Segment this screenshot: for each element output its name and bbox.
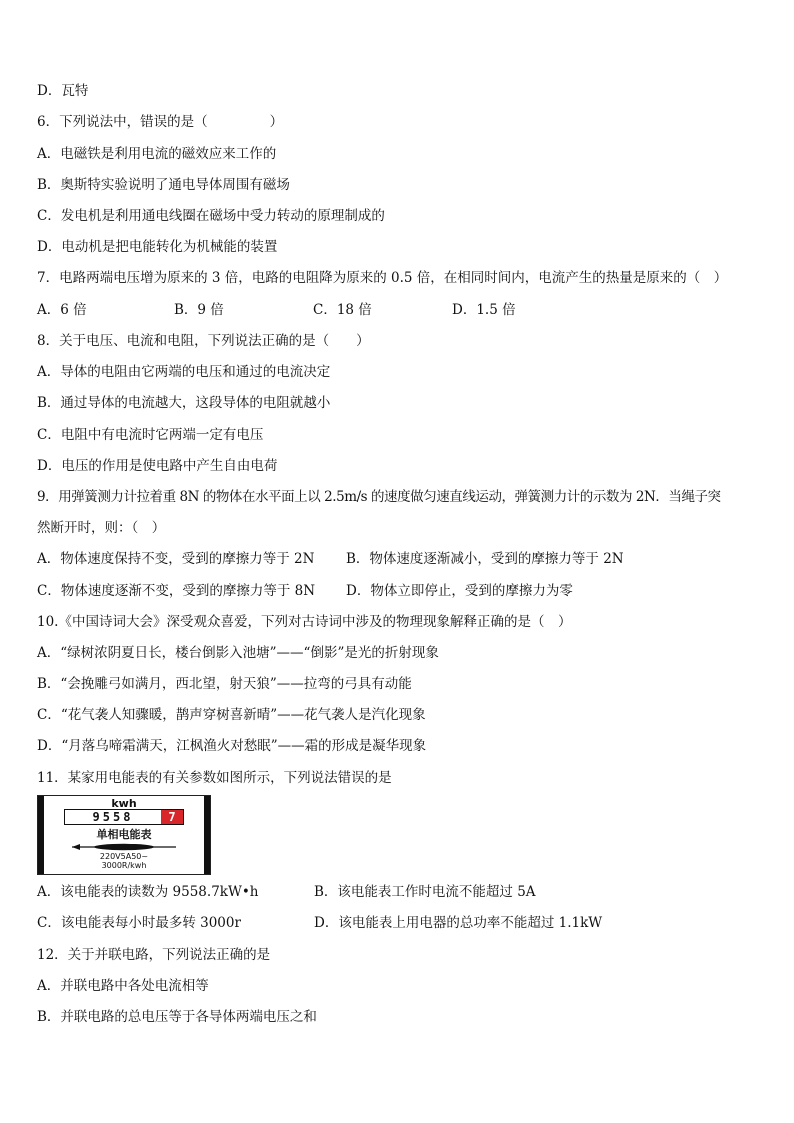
q10-option-a: A．“绿树浓阴夏日长，楼台倒影入池塘”——“倒影”是光的折射现象 (37, 645, 439, 661)
q11-options-row2 (37, 914, 757, 932)
meter-rotor-disc-icon (72, 842, 176, 852)
q6-option-a: A．电磁铁是利用电流的磁效应来工作的 (37, 146, 277, 162)
q9-options-row1 (37, 550, 757, 568)
q6-option-b: B．奥斯特实验说明了通电导体周围有磁场 (37, 177, 290, 193)
q11-options-row1 (37, 883, 757, 901)
q9-option-d: D．物体立即停止，受到的摩擦力为零 (346, 583, 573, 599)
q9-stem-line2: 然断开时，则：（ ） (37, 520, 166, 536)
q10-stem: 10.《中国诗词大会》深受观众喜爱，下列对古诗词中涉及的物理现象解释正确的是（ ） (37, 614, 572, 630)
q11-option-a: A．该电能表的读数为 9558.7kW•h (37, 884, 259, 900)
q6-stem (37, 113, 283, 131)
meter-unit-label: kwh (111, 797, 137, 810)
q10-option-c: C．“花气袭人知骤暖，鹊声穿树喜新晴”——花气袭人是汽化现象 (37, 707, 426, 723)
q6-option-c: C．发电机是利用通电线圈在磁场中受力转动的原理制成的 (37, 208, 385, 224)
q9-options-row2 (37, 582, 757, 600)
meter-name-label: 单相电能表 (96, 828, 152, 841)
electric-meter-figure (37, 795, 211, 875)
q7-option-b: B．9 倍 (174, 302, 224, 318)
meter-spec-revolutions: 3000R/kwh (101, 861, 147, 870)
q6-stem-close: ） (269, 114, 284, 130)
q12-option-b: B．并联电路的总电压等于各导体两端电压之和 (37, 1009, 317, 1025)
q9-option-b: B．物体速度逐渐减小，受到的摩擦力等于 2N (346, 551, 624, 567)
meter-counter (64, 809, 184, 825)
q8-stem: 8．关于电压、电流和电阻，下列说法正确的是（ ） (37, 333, 370, 349)
q8-option-a: A．导体的电阻由它两端的电压和通过的电流决定 (37, 364, 331, 380)
q10-option-d: D．“月落乌啼霜满天，江枫渔火对愁眠”——霜的形成是凝华现象 (37, 738, 427, 754)
meter-integer-digits: 9558 (92, 810, 134, 824)
meter-decimal-digit: 7 (161, 810, 183, 824)
q6-option-d: D．电动机是把电能转化为机械能的装置 (37, 239, 278, 255)
q7-option-a: A．6 倍 (37, 302, 87, 318)
meter-spec (38, 852, 210, 870)
q6-stem-text: 6．下列说法中，错误的是（ (37, 114, 208, 130)
q11-option-d: D．该电能表上用电器的总功率不能超过 1.1kW (314, 915, 603, 931)
q8-option-b: B．通过导体的电流越大，这段导体的电阻就越小 (37, 395, 331, 411)
q7-option-d: D．1.5 倍 (452, 302, 516, 318)
q11-option-c: C．该电能表每小时最多转 3000r (37, 915, 241, 931)
q12-option-a: A．并联电路中各处电流相等 (37, 978, 209, 994)
q7-options (37, 301, 757, 319)
q7-stem: 7．电路两端电压增为原来的 3 倍，电路的电阻降为原来的 0.5 倍，在相同时间内，电流产生的热量是原来的（ ） (37, 270, 728, 286)
q7-option-c: C．18 倍 (313, 302, 372, 318)
q8-option-c: C．电阻中有电流时它两端一定有电压 (37, 427, 264, 443)
q11-stem: 11．某家用电能表的有关参数如图所示，下列说法错误的是 (37, 770, 392, 786)
q9-option-a: A．物体速度保持不变，受到的摩擦力等于 2N (37, 551, 315, 567)
q8-option-d: D．电压的作用是使电路中产生自由电荷 (37, 458, 278, 474)
q10-option-b: B．“会挽雕弓如满月，西北望，射天狼”——拉弯的弓具有动能 (37, 676, 412, 692)
q9-option-c: C．物体速度逐渐不变，受到的摩擦力等于 8N (37, 583, 316, 599)
meter-spec-rating: 220V5A50~ (99, 852, 149, 861)
q12-stem: 12．关于并联电路，下列说法正确的是 (37, 947, 271, 963)
q11-option-b: B．该电能表工作时电流不能超过 5A (314, 884, 536, 900)
q5-option-d: D．瓦特 (37, 83, 89, 99)
q9-stem-line1: 9．用弹簧测力计拉着重 8N 的物体在水平面上以 2.5m/s 的速度做匀速直线运动，弹簧测力计的示数为 2N．当绳子突 (37, 489, 721, 505)
